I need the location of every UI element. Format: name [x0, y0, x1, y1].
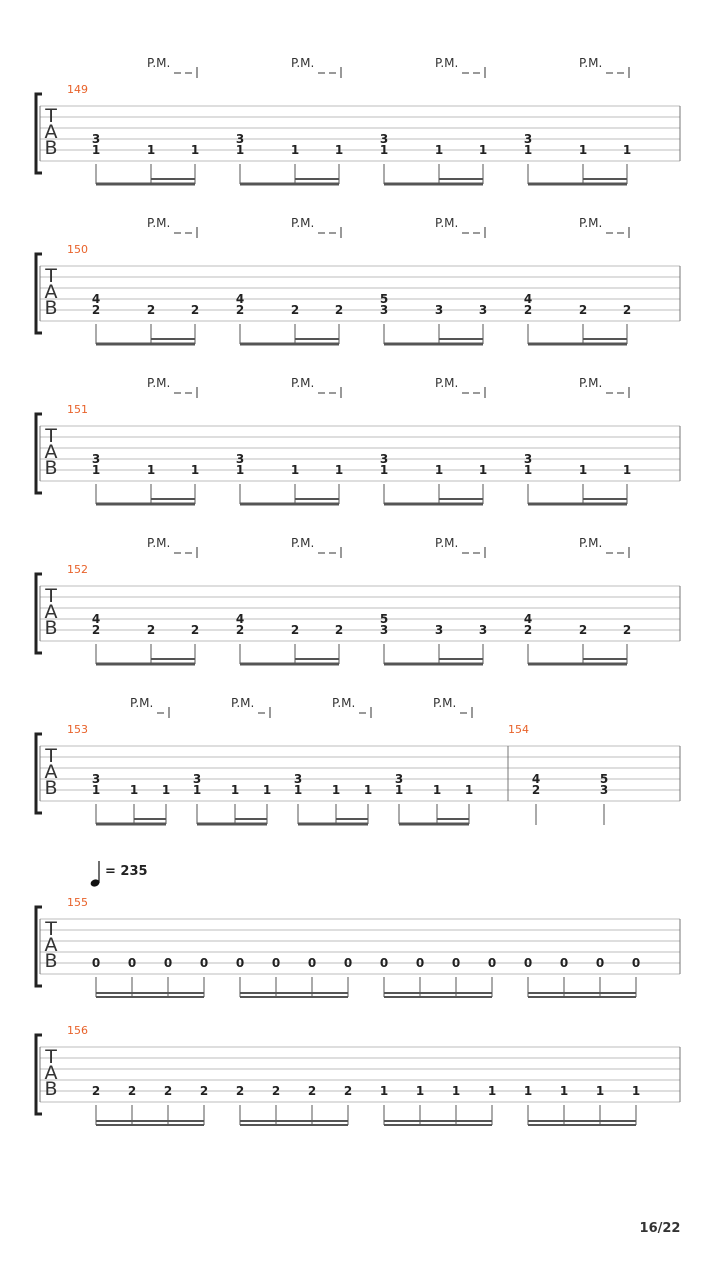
fret-number: 4	[523, 612, 533, 626]
fret-number: 3	[91, 132, 101, 146]
fret-number: 3	[478, 303, 488, 317]
measure-number: 155	[67, 896, 88, 909]
fret-number: 1	[190, 143, 200, 157]
palm-mute-label: P.M.	[579, 56, 603, 70]
tab-clef-letter: A	[44, 601, 58, 623]
fret-number: 1	[363, 783, 373, 797]
fret-number: 3	[434, 303, 444, 317]
palm-mute-marker	[147, 536, 197, 558]
tab-clef-letter: B	[44, 950, 58, 972]
fret-number: 0	[235, 956, 245, 970]
fret-number: 0	[487, 956, 497, 970]
fret-number: 2	[190, 303, 200, 317]
fret-number: 1	[290, 143, 300, 157]
fret-number: 1	[478, 463, 488, 477]
fret-number: 1	[91, 783, 101, 797]
fret-number: 0	[631, 956, 641, 970]
fret-number: 3	[379, 623, 389, 637]
fret-number: 1	[578, 143, 588, 157]
fret-number: 2	[622, 303, 632, 317]
palm-mute-label: P.M.	[579, 376, 603, 390]
fret-number: 4	[91, 292, 101, 306]
fret-number: 2	[531, 783, 541, 797]
fret-number: 2	[334, 623, 344, 637]
fret-number: 1	[451, 1084, 461, 1098]
fret-number: 2	[290, 623, 300, 637]
fret-number: 1	[91, 463, 101, 477]
measure-number: 154	[508, 723, 529, 736]
fret-number: 2	[334, 303, 344, 317]
fret-number: 1	[415, 1084, 425, 1098]
fret-number: 2	[235, 623, 245, 637]
palm-mute-marker	[291, 216, 341, 238]
fret-number: 3	[394, 772, 404, 786]
palm-mute-label: P.M.	[291, 376, 315, 390]
measure-number: 152	[67, 563, 88, 576]
palm-mute-label: P.M.	[130, 696, 154, 710]
fret-number: 5	[599, 772, 609, 786]
fret-number: 2	[146, 303, 156, 317]
fret-number: 3	[192, 772, 202, 786]
fret-number: 1	[262, 783, 272, 797]
tab-system	[36, 896, 680, 997]
tab-clef-letter: A	[44, 1062, 58, 1084]
fret-number: 1	[334, 463, 344, 477]
tab-clef-letter: B	[44, 617, 58, 639]
fret-number: 2	[523, 623, 533, 637]
palm-mute-marker	[579, 216, 629, 238]
fret-number: 2	[146, 623, 156, 637]
fret-number: 3	[235, 452, 245, 466]
fret-number: 1	[523, 463, 533, 477]
tab-clef-letter: T	[45, 585, 57, 607]
palm-mute-marker	[435, 376, 485, 398]
page-number: 16/22	[639, 1221, 681, 1236]
fret-number: 4	[91, 612, 101, 626]
fret-number: 0	[163, 956, 173, 970]
palm-mute-marker	[291, 56, 341, 78]
palm-mute-marker	[435, 216, 485, 238]
fret-number: 0	[451, 956, 461, 970]
palm-mute-marker	[147, 216, 197, 238]
fret-number: 1	[559, 1084, 569, 1098]
fret-number: 1	[523, 143, 533, 157]
tab-clef-letter: B	[44, 777, 58, 799]
measure-number: 156	[67, 1024, 88, 1037]
palm-mute-marker	[291, 536, 341, 558]
palm-mute-label: P.M.	[147, 376, 171, 390]
tab-clef-letter: A	[44, 121, 58, 143]
fret-number: 0	[91, 956, 101, 970]
palm-mute-label: P.M.	[147, 216, 171, 230]
fret-number: 1	[235, 463, 245, 477]
fret-number: 2	[91, 303, 101, 317]
fret-number: 1	[379, 1084, 389, 1098]
fret-number: 1	[129, 783, 139, 797]
palm-mute-marker	[435, 536, 485, 558]
fret-number: 2	[190, 623, 200, 637]
palm-mute-label: P.M.	[435, 216, 459, 230]
fret-number: 1	[379, 463, 389, 477]
fret-number: 3	[434, 623, 444, 637]
fret-number: 4	[235, 612, 245, 626]
measure-number: 150	[67, 243, 88, 256]
tab-clef-letter: A	[44, 281, 58, 303]
fret-number: 3	[379, 132, 389, 146]
fret-number: 3	[91, 772, 101, 786]
fret-number: 1	[334, 143, 344, 157]
fret-number: 1	[478, 143, 488, 157]
tab-system	[36, 56, 680, 184]
fret-number: 0	[127, 956, 137, 970]
fret-number: 1	[631, 1084, 641, 1098]
fret-number: 1	[487, 1084, 497, 1098]
palm-mute-label: P.M.	[332, 696, 356, 710]
palm-mute-label: P.M.	[147, 56, 171, 70]
fret-number: 2	[578, 623, 588, 637]
fret-number: 1	[595, 1084, 605, 1098]
palm-mute-marker	[579, 56, 629, 78]
fret-number: 4	[523, 292, 533, 306]
fret-number: 0	[595, 956, 605, 970]
fret-number: 3	[523, 452, 533, 466]
tab-system	[36, 376, 680, 504]
fret-number: 1	[91, 143, 101, 157]
fret-number: 2	[307, 1084, 317, 1098]
fret-number: 2	[235, 303, 245, 317]
palm-mute-label: P.M.	[435, 536, 459, 550]
fret-number: 1	[434, 463, 444, 477]
palm-mute-marker	[130, 696, 169, 718]
fret-number: 4	[531, 772, 541, 786]
fret-number: 3	[379, 452, 389, 466]
fret-number: 1	[578, 463, 588, 477]
fret-number: 1	[146, 463, 156, 477]
tab-system	[36, 696, 680, 825]
tempo-value: = 235	[105, 864, 148, 879]
tab-clef-letter: T	[45, 745, 57, 767]
fret-number: 0	[379, 956, 389, 970]
palm-mute-marker	[435, 56, 485, 78]
fret-number: 4	[235, 292, 245, 306]
fret-number: 2	[91, 1084, 101, 1098]
fret-number: 1	[434, 143, 444, 157]
palm-mute-marker	[231, 696, 270, 718]
palm-mute-label: P.M.	[291, 56, 315, 70]
fret-number: 1	[432, 783, 442, 797]
fret-number: 0	[199, 956, 209, 970]
fret-number: 3	[523, 132, 533, 146]
palm-mute-label: P.M.	[147, 536, 171, 550]
tab-clef-letter: B	[44, 457, 58, 479]
palm-mute-marker	[579, 376, 629, 398]
fret-number: 1	[190, 463, 200, 477]
fret-number: 0	[307, 956, 317, 970]
fret-number: 3	[235, 132, 245, 146]
fret-number: 1	[293, 783, 303, 797]
measure-number: 151	[67, 403, 88, 416]
fret-number: 3	[478, 623, 488, 637]
tab-system	[36, 216, 680, 344]
measure-number: 149	[67, 83, 88, 96]
palm-mute-marker	[147, 376, 197, 398]
fret-number: 0	[343, 956, 353, 970]
tab-clef-letter: T	[45, 265, 57, 287]
fret-number: 3	[379, 303, 389, 317]
tab-clef-letter: T	[45, 425, 57, 447]
fret-number: 1	[235, 143, 245, 157]
palm-mute-marker	[291, 376, 341, 398]
fret-number: 0	[523, 956, 533, 970]
fret-number: 1	[394, 783, 404, 797]
fret-number: 5	[379, 292, 389, 306]
fret-number: 1	[523, 1084, 533, 1098]
fret-number: 0	[559, 956, 569, 970]
tab-clef-letter: B	[44, 297, 58, 319]
tab-system	[36, 536, 680, 664]
palm-mute-marker	[433, 696, 472, 718]
fret-number: 2	[578, 303, 588, 317]
tab-clef-letter: A	[44, 761, 58, 783]
fret-number: 1	[146, 143, 156, 157]
fret-number: 1	[331, 783, 341, 797]
fret-number: 2	[199, 1084, 209, 1098]
fret-number: 1	[622, 143, 632, 157]
fret-number: 2	[290, 303, 300, 317]
fret-number: 1	[464, 783, 474, 797]
palm-mute-marker	[332, 696, 371, 718]
tab-clef-letter: T	[45, 105, 57, 127]
palm-mute-label: P.M.	[435, 56, 459, 70]
fret-number: 2	[622, 623, 632, 637]
fret-number: 2	[235, 1084, 245, 1098]
fret-number: 2	[127, 1084, 137, 1098]
tab-clef-letter: A	[44, 934, 58, 956]
palm-mute-label: P.M.	[231, 696, 255, 710]
fret-number: 1	[290, 463, 300, 477]
fret-number: 5	[379, 612, 389, 626]
palm-mute-marker	[147, 56, 197, 78]
palm-mute-label: P.M.	[579, 216, 603, 230]
fret-number: 2	[271, 1084, 281, 1098]
fret-number: 0	[271, 956, 281, 970]
tempo-marking	[90, 861, 148, 888]
fret-number: 1	[379, 143, 389, 157]
tab-system	[36, 1024, 680, 1125]
tab-clef-letter: T	[45, 1046, 57, 1068]
fret-number: 3	[91, 452, 101, 466]
fret-number: 2	[91, 623, 101, 637]
tab-clef-letter: T	[45, 918, 57, 940]
measure-number: 153	[67, 723, 88, 736]
tab-clef-letter: B	[44, 137, 58, 159]
palm-mute-label: P.M.	[291, 536, 315, 550]
fret-number: 2	[343, 1084, 353, 1098]
fret-number: 3	[293, 772, 303, 786]
fret-number: 2	[163, 1084, 173, 1098]
fret-number: 1	[230, 783, 240, 797]
fret-number: 1	[192, 783, 202, 797]
fret-number: 3	[599, 783, 609, 797]
palm-mute-label: P.M.	[435, 376, 459, 390]
fret-number: 0	[415, 956, 425, 970]
fret-number: 1	[161, 783, 171, 797]
fret-number: 2	[523, 303, 533, 317]
tab-clef-letter: B	[44, 1078, 58, 1100]
palm-mute-label: P.M.	[291, 216, 315, 230]
fret-number: 1	[622, 463, 632, 477]
palm-mute-label: P.M.	[433, 696, 457, 710]
tab-clef-letter: A	[44, 441, 58, 463]
palm-mute-marker	[579, 536, 629, 558]
palm-mute-label: P.M.	[579, 536, 603, 550]
